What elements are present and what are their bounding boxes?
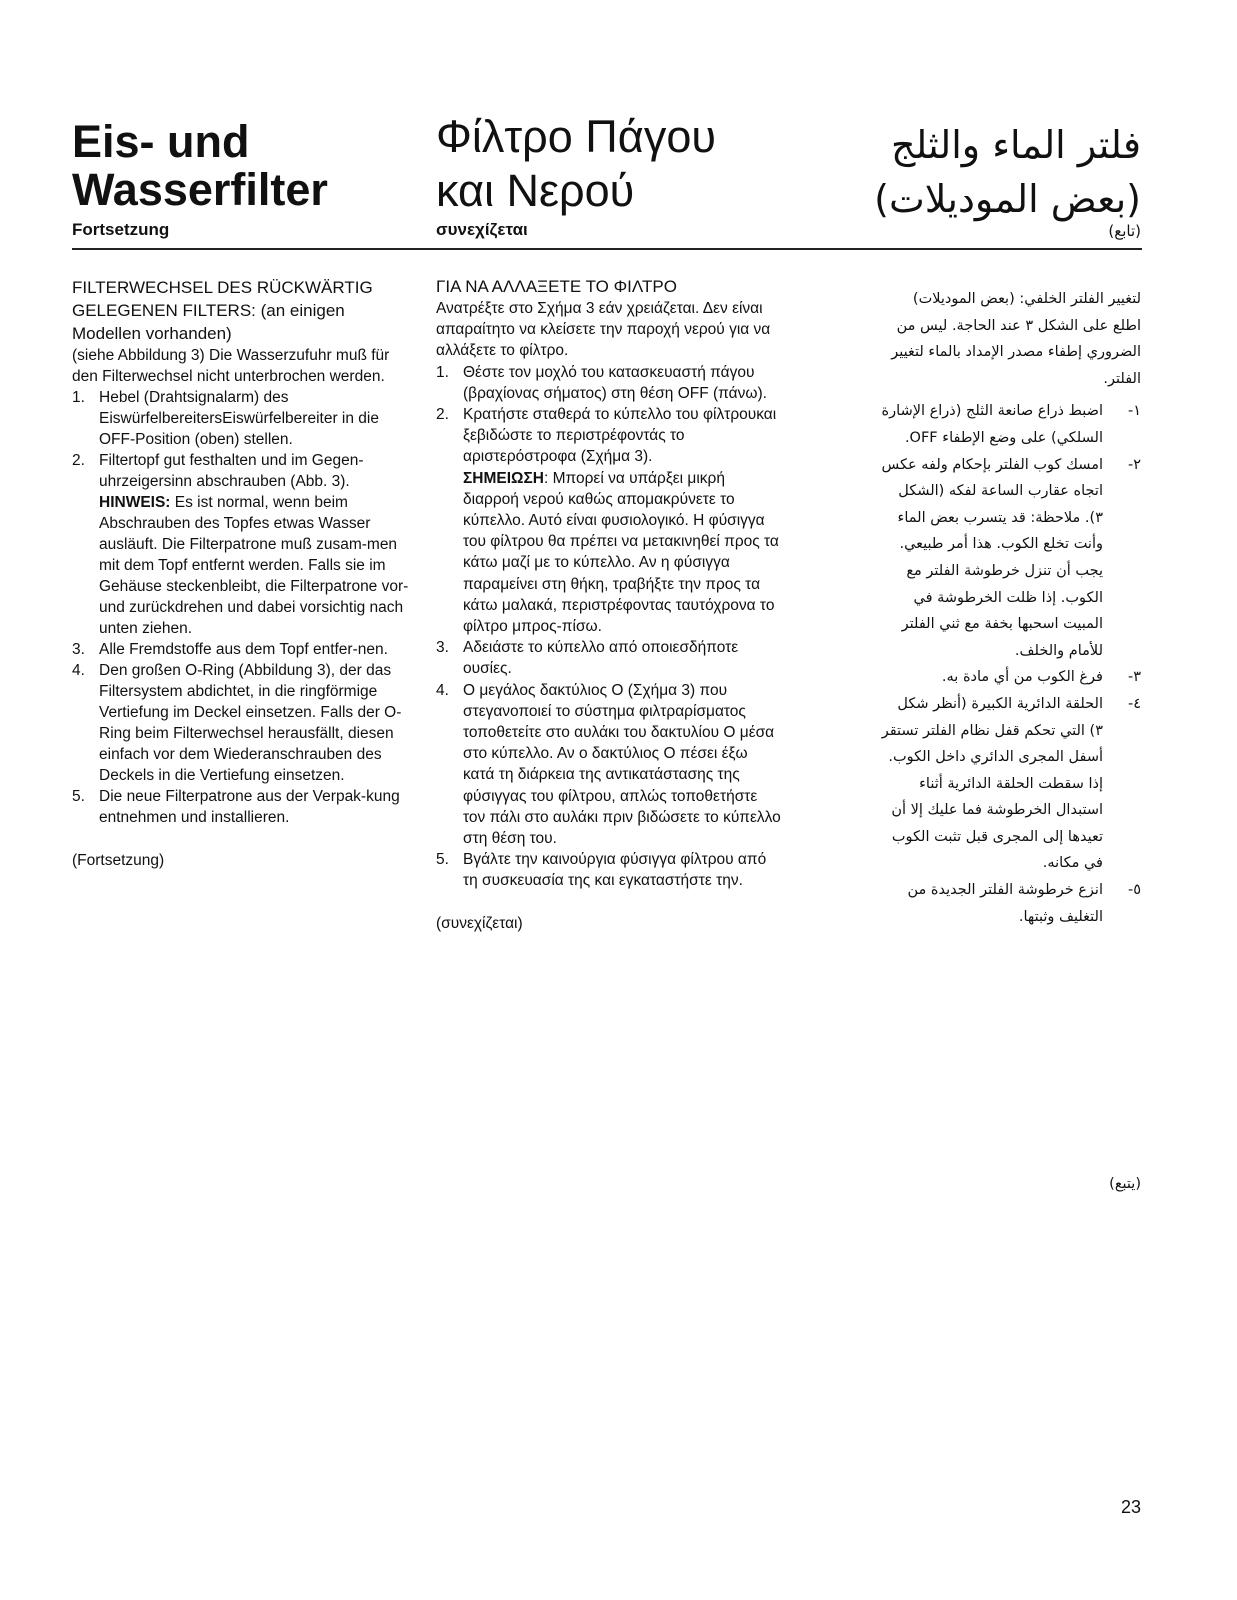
arabic-title — [741, 118, 1141, 226]
step-text: Den großen O-Ring (Abbildung 3), der das Filtersystem abdichtet, in die ringförmige Vertiefung im Deckel einsetzen. Falls der O-Ring beim Filterwechsel herausfällt, diesen einfach vor dem Wiederanschrauben des Deckels in die Vertiefung einsetzen. — [99, 662, 402, 784]
arabic-heading: لتغيير الفلتر الخلفي: (بعض الموديلات) — [912, 291, 1141, 307]
step-number: 4. — [72, 662, 85, 679]
step-number: 2. — [436, 406, 449, 424]
header-divider — [72, 248, 1142, 250]
step-number: 3. — [72, 641, 85, 658]
step-text: Θέστε τον μοχλό του κατασκευαστή πάγου (βραχίονας σήματος) στη θέση OFF (πάνω). — [463, 363, 767, 402]
greek-step — [436, 637, 781, 679]
step-text: Die neue Filterpatrone aus der Verpak-kung entnehmen und installieren. — [99, 788, 400, 826]
step-text: Ο μεγάλος δακτύλιος Ο (Σχήμα 3) που στεγανοποιεί το σύστημα φιλτραρίσματος τοποθετείτε στο αυλάκι του δακτυλίου Ο μέσα στο κύπελλο. Αν ο δακτύλιος Ο πέσει έξω κατά τη διάρκεια της αντικατάστασης της φύσιγγας του φίλτρου, απλώς τοποθετήστε τον πάλι στο αυλάκι πριν βιδώσετε το κύπελλο στη θέση του. — [463, 681, 781, 848]
greek-column — [436, 276, 781, 934]
greek-intro: Ανατρέξτε στο Σχήμα 3 εάν χρειάζεται. Δεν είναι απαραίτητο να κλείσετε την παροχή νερού για να αλλάξετε το φίλτρο. — [436, 300, 771, 360]
german-title-line1: Eis- und — [72, 116, 250, 167]
greek-steps — [436, 362, 781, 892]
german-heading-line: Modellen vorhanden) — [72, 324, 232, 343]
greek-step — [436, 362, 781, 404]
arabic-title-line2: (بعض الموديلات) — [874, 177, 1141, 221]
arabic-intro: اطلع على الشكل ٣ عند الحاجة. ليس من الضروري إطفاء مصدر الإمداد بالماء لتغيير الفلتر. — [891, 317, 1141, 387]
step-number: 1. — [436, 363, 449, 381]
german-title — [72, 118, 412, 214]
note-label: HINWEIS: — [99, 494, 171, 511]
german-step — [72, 639, 412, 660]
step-text: الحلقة الدائرية الكبيرة (أنظر شكل ٣) التي تحكم قفل نظام الفلتر تستقر أسفل المجرى الدائري داخل الكوب. إذا سقطت الحلقة الدائرية أثناء استبدال الخرطوشة فما عليك إلا أن تعيدها إلى المجرى قبل تثبت الكوب في مكانه. — [881, 695, 1103, 872]
step-number: ٢- — [1127, 456, 1141, 473]
note-text: : Μπορεί να υπάρξει μικρή διαρροή νερού καθώς απομακρύνετε το κύπελλο. Αυτό είναι φυσιολογικό. Η φύσιγγα του φίλτρου θα πρέπει να μετακινηθεί προς τα κάτω μαζί με το κύπελλο. Αν η φύσιγγα παραμείνει στη θήκη, τραβήξτε την προς τα κάτω μαλακά, περιστρέφοντας ταυτόχρονα το φίλτρο μπρος-πίσω. — [463, 469, 779, 636]
step-number: ٥- — [1127, 882, 1141, 899]
german-step — [72, 786, 412, 828]
greek-title-line2: και Νερού — [436, 165, 635, 216]
arabic-title-line1: فلتر الماء والثلج — [891, 123, 1141, 167]
greek-heading: ΓΙΑ ΝΑ ΑΛΛΑΞΕΤΕ ΤΟ ΦΙΛΤΡΟ — [436, 277, 677, 296]
german-heading — [72, 276, 412, 345]
greek-step — [436, 680, 781, 850]
arabic-step — [881, 877, 1141, 930]
step-number: 4. — [436, 681, 449, 699]
step-number: 2. — [72, 452, 85, 469]
step-text: Βγάλτε την καινούργια φύσιγγα φίλτρου από τη συσκευασία της και εγκαταστήστε την. — [463, 851, 767, 890]
step-text: Alle Fremdstoffe aus dem Topf entfer-nen. — [99, 641, 388, 658]
step-number: ٣- — [1127, 669, 1141, 686]
german-column — [72, 276, 412, 871]
arabic-continued: (يتبع) — [1109, 1176, 1141, 1192]
arabic-step — [881, 691, 1141, 877]
step-number: ١- — [1127, 403, 1141, 420]
arabic-step — [881, 664, 1141, 691]
step-text: Αδειάστε το κύπελλο από οποιεσδήποτε ουσίες. — [463, 639, 739, 678]
greek-step — [436, 849, 781, 891]
step-text: امسك كوب الفلتر بإحكام ولفه عكس اتجاه عقارب الساعة لفكه (الشكل ٣). ملاحظة: قد يتسرب بعض الماء وأنت تخلع الكوب. هذا أمر طبيعي. يجب أن تنزل خرطوشة الفلتر مع الكوب. إذا ظلت الخرطوشة في المبيت اسحبها بخفة مع ثني الفلتر للأمام والخلف. — [881, 456, 1103, 659]
german-subtitle: Fortsetzung — [72, 220, 170, 239]
arabic-step — [881, 452, 1141, 665]
greek-title-line1: Φίλτρο Πάγου — [436, 111, 716, 162]
greek-continued: (συνεχίζεται) — [436, 914, 523, 932]
german-heading-line: FILTERWECHSEL DES RÜCKWÄRTIG — [72, 278, 373, 297]
step-number: 5. — [436, 851, 449, 869]
arabic-subtitle: (تابع) — [1108, 222, 1141, 240]
step-text: Κρατήστε σταθερά το κύπελλο του φίλτρουκαι ξεβιδώστε το περιστρέφοντάς το αριστερόστροφα (Σχήμα 3). — [463, 406, 777, 466]
arabic-steps — [881, 398, 1141, 930]
note-text: Es ist normal, wenn beim Abschrauben des Topfes etwas Wasser ausläuft. Die Filterpatrone muß zusam-men mit dem Topf entfernt werden. Falls sie im Gehäuse steckenbleibt, die Filterpatrone vor- und zurückdrehen und dabei vorsichtig nach unten ziehen. — [99, 494, 409, 637]
page-number: 23 — [1120, 1497, 1141, 1517]
german-steps — [72, 387, 412, 828]
step-number: 5. — [72, 788, 85, 805]
greek-subtitle: συνεχίζεται — [436, 220, 528, 239]
note-label: ΣΗΜΕΙΩΣΗ — [463, 469, 544, 487]
step-text: انزع خرطوشة الفلتر الجديدة من التغليف وثبتها. — [907, 882, 1103, 925]
german-step — [72, 450, 412, 639]
german-step — [72, 387, 412, 450]
step-text: اضبط ذراع صانعة الثلج (ذراع الإشارة السلكي) على وضع الإطفاء OFF. — [881, 403, 1103, 446]
greek-step — [436, 404, 781, 637]
arabic-column — [881, 286, 1141, 930]
german-title-line2: Wasserfilter — [72, 164, 328, 215]
step-number: ٤- — [1127, 695, 1141, 712]
step-number: 1. — [72, 389, 85, 406]
german-heading-line: GELEGENEN FILTERS: (an einigen — [72, 301, 345, 320]
step-number: 3. — [436, 639, 449, 657]
german-step — [72, 660, 412, 786]
arabic-step — [881, 398, 1141, 451]
step-text: Hebel (Drahtsignalarm) des EiswürfelbereitersEiswürfelbereiter in die OFF-Position (oben) stellen. — [99, 389, 379, 448]
step-text: Filtertopf gut festhalten und im Gegen-uhrzeigersinn abschrauben (Abb. 3). — [99, 452, 364, 490]
german-continued: (Fortsetzung) — [72, 852, 165, 869]
german-intro: (siehe Abbildung 3) Die Wasserzufuhr muß für den Filterwechsel nicht unterbrochen werden. — [72, 347, 390, 385]
step-text: فرغ الكوب من أي مادة به. — [941, 669, 1103, 686]
